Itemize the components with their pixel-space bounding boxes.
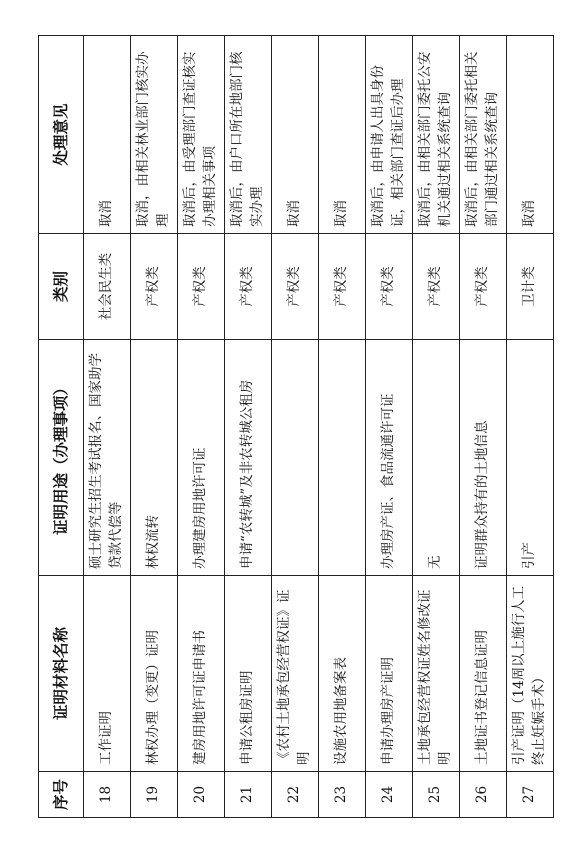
table-row <box>178 36 225 818</box>
cell-use: 无 <box>413 340 460 576</box>
cell-use: 办理建房用地许可证 <box>178 340 225 576</box>
cell-category: 产权类 <box>178 234 225 340</box>
cell-name: 设施农用地备案表 <box>319 576 366 772</box>
table-row <box>507 36 554 818</box>
header-name: 证明材料名称 <box>39 576 84 772</box>
cell-no: 22 <box>272 772 319 818</box>
cell-use: 申请“农转城”及非农转城公租房 <box>225 340 272 576</box>
cell-use: 办理房产证、食品流通许可证 <box>366 340 413 576</box>
cell-opinion: 取消后，由相关部门委托相关部门通过相关系统查询 <box>460 36 507 234</box>
cell-opinion: 取消后，由受理部门查证核实办理相关事项 <box>178 36 225 234</box>
table-row <box>319 36 366 818</box>
cell-name: 申请公租房证明 <box>225 576 272 772</box>
cell-name: 土地承包经营权证姓名修改证明 <box>413 576 460 772</box>
table-row <box>272 36 319 818</box>
cell-no: 26 <box>460 772 507 818</box>
table-row <box>131 36 178 818</box>
cell-opinion: 取消 <box>84 36 131 234</box>
cell-no: 24 <box>366 772 413 818</box>
cell-category: 卫计类 <box>507 234 554 340</box>
header-category: 类别 <box>39 234 84 340</box>
rotated-page <box>38 36 548 818</box>
cell-name: 申请办理房产证明 <box>366 576 413 772</box>
cell-no: 20 <box>178 772 225 818</box>
cell-category: 产权类 <box>366 234 413 340</box>
cell-opinion: 取消后，由申请人出具身份证，相关部门查证后办理 <box>366 36 413 234</box>
cell-name: 林权办理（变更）证明 <box>131 576 178 772</box>
proof-materials-table <box>38 35 554 818</box>
cell-no: 23 <box>319 772 366 818</box>
header-opinion: 处理意见 <box>39 36 84 234</box>
table-header-row <box>39 36 84 818</box>
cell-opinion: 取消后，由相关部门委托公安机关通过相关系统查询 <box>413 36 460 234</box>
cell-category: 产权类 <box>413 234 460 340</box>
cell-use <box>319 340 366 576</box>
cell-use: 硕士研究生招生考试报名、国家助学贷款代偿等 <box>84 340 131 576</box>
header-use: 证明用途（办理事项） <box>39 340 84 576</box>
cell-category: 产权类 <box>460 234 507 340</box>
cell-no: 19 <box>131 772 178 818</box>
cell-opinion: 取消 <box>507 36 554 234</box>
cell-opinion: 取消 <box>319 36 366 234</box>
cell-category: 产权类 <box>131 234 178 340</box>
cell-name: 《农村土地承包经营权证》证明 <box>272 576 319 772</box>
cell-opinion: 取消，由相关林业部门核实办理 <box>131 36 178 234</box>
cell-no: 25 <box>413 772 460 818</box>
cell-category: 社会民生类 <box>84 234 131 340</box>
cell-opinion: 取消后，由户口所在地部门核实办理 <box>225 36 272 234</box>
cell-no: 27 <box>507 772 554 818</box>
cell-category: 产权类 <box>319 234 366 340</box>
cell-use: 证明群众持有的土地信息 <box>460 340 507 576</box>
cell-no: 21 <box>225 772 272 818</box>
table-row <box>460 36 507 818</box>
cell-name: 引产证明（14周以上施行人工终止妊娠手术） <box>507 576 554 772</box>
table-body <box>84 36 554 818</box>
table-row <box>84 36 131 818</box>
table-row <box>225 36 272 818</box>
cell-category: 产权类 <box>225 234 272 340</box>
cell-opinion: 取消 <box>272 36 319 234</box>
cell-use <box>272 340 319 576</box>
table-row <box>413 36 460 818</box>
cell-name: 工作证明 <box>84 576 131 772</box>
cell-category: 产权类 <box>272 234 319 340</box>
cell-name: 建房用地许可证申请书 <box>178 576 225 772</box>
cell-name: 土地证书登记信息证明 <box>460 576 507 772</box>
cell-no: 18 <box>84 772 131 818</box>
table-row <box>366 36 413 818</box>
cell-use: 林权流转 <box>131 340 178 576</box>
header-no: 序号 <box>39 772 84 818</box>
cell-use: 引产 <box>507 340 554 576</box>
